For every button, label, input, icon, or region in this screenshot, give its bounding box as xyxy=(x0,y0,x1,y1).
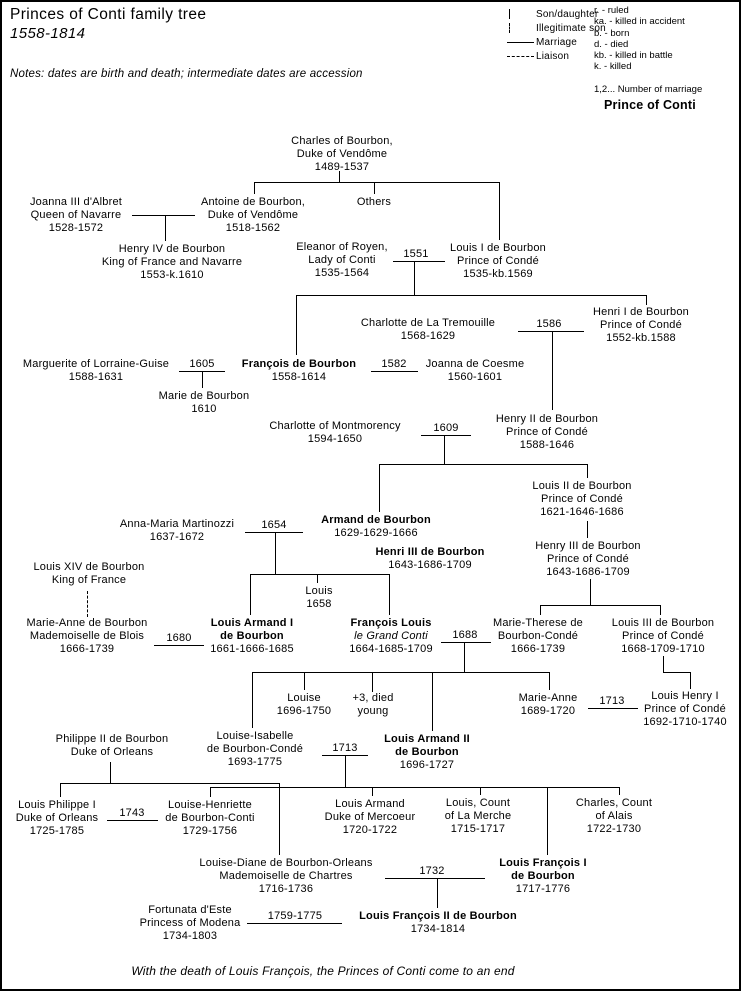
person-antoine-vendome xyxy=(201,196,305,235)
person-text-line: 1643-1686-1709 xyxy=(546,566,630,578)
person-text-line: Fortunata d'Este xyxy=(148,904,232,916)
tree-connector-line xyxy=(663,656,664,672)
legend-abbrev-killed-battle: kb. - killed in battle xyxy=(594,50,673,62)
tree-connector-line xyxy=(587,464,588,478)
person-text-line: Henry III de Bourbon xyxy=(535,540,641,552)
person-text-line: Mademoiselle de Blois xyxy=(29,630,145,642)
person-text-line: Prince of Condé xyxy=(457,255,539,267)
person-text-line: 1729-1756 xyxy=(182,825,238,837)
illegitimate-dashed-line-icon xyxy=(506,23,536,33)
person-text-line: Charlotte of Montmorency xyxy=(269,420,401,432)
tree-connector-line xyxy=(60,783,279,784)
person-text-line: Others xyxy=(356,196,392,208)
tree-connector-line xyxy=(210,787,619,788)
person-text-line: de Bourbon xyxy=(220,630,284,642)
person-text-line: Bourbon-Condé xyxy=(497,630,579,642)
person-louis-armand-ii xyxy=(384,733,470,772)
person-text-line: 1725-1785 xyxy=(29,825,85,837)
person-text-line: Louis III de Bourbon xyxy=(611,617,715,629)
person-louis-henry-i-conde xyxy=(643,690,727,729)
person-text-line: Joanna III d'Albret xyxy=(29,196,123,208)
tree-connector-line xyxy=(690,672,691,689)
person-text-line: Louis XIV de Bourbon xyxy=(33,561,145,573)
person-francois-louis xyxy=(349,617,433,656)
marriage-line-m1743 xyxy=(107,820,158,821)
person-henri-i-conde xyxy=(593,306,689,345)
legend-row-illegitimate-son xyxy=(506,21,606,35)
legend-abbrev-ruled: r. - ruled xyxy=(594,5,629,16)
legend-label: Illegitimate son xyxy=(536,22,606,34)
person-text-line: le Grand Conti xyxy=(354,630,428,642)
marriage-line-m1582 xyxy=(371,371,418,372)
tree-connector-line xyxy=(432,672,433,731)
tree-connector-line xyxy=(374,182,375,194)
person-text-line: 1588-1646 xyxy=(519,439,575,451)
person-text-line: Charles of Bourbon, xyxy=(291,135,393,147)
person-francois-de-bourbon xyxy=(242,358,356,384)
marriage-year-m1609: 1609 xyxy=(433,422,459,434)
person-text-line: 1552-kb.1588 xyxy=(606,332,676,344)
person-joanna-albret xyxy=(30,196,122,235)
tree-connector-line xyxy=(250,574,389,575)
tree-connector-line xyxy=(202,371,203,388)
person-text-line: 1717-1776 xyxy=(515,883,571,895)
person-anna-maria-martinozzi xyxy=(120,518,234,544)
tree-connector-line xyxy=(663,672,690,673)
person-text-line: Henri I de Bourbon xyxy=(593,306,689,318)
tree-connector-line xyxy=(60,783,61,797)
marriage-line-m1759 xyxy=(247,923,342,924)
person-text-line: Prince of Condé xyxy=(506,426,588,438)
person-text-line: Louise-Diane de Bourbon-Orleans xyxy=(199,857,373,869)
person-text-line: Louis François I xyxy=(499,857,587,869)
person-text-line: Henri III de Bourbon xyxy=(375,546,485,558)
marriage-year-m1551: 1551 xyxy=(403,248,429,260)
tree-connector-line xyxy=(389,574,390,615)
legend-symbols xyxy=(506,7,606,63)
person-text-line: François Louis xyxy=(350,617,432,629)
person-text-line: Louis II de Bourbon xyxy=(532,480,632,492)
person-louise-henriette xyxy=(165,799,254,838)
legend-marriage-number-note: 1,2... Number of marriage xyxy=(594,84,703,95)
marriage-year-m1743: 1743 xyxy=(119,807,145,819)
tree-connector-line xyxy=(296,295,297,355)
person-text-line: 1535-kb.1569 xyxy=(463,268,533,280)
tree-connector-line xyxy=(132,215,195,216)
person-text-line: Charles, Count xyxy=(575,797,653,809)
tree-connector-line xyxy=(540,605,660,606)
person-text-line: Joanna de Coesme xyxy=(425,358,525,370)
legend-row-liaison xyxy=(506,49,606,63)
liaison-line xyxy=(87,591,88,617)
person-text-line: 1553-k.1610 xyxy=(140,269,204,281)
marriage-year-m1732: 1732 xyxy=(419,865,445,877)
person-text-line: Armand de Bourbon xyxy=(321,514,431,526)
tree-connector-line xyxy=(587,521,588,538)
person-text-line: 1693-1775 xyxy=(227,756,283,768)
person-text-line: Marguerite of Lorraine-Guise xyxy=(22,358,170,370)
liaison-dashed-line-icon xyxy=(506,56,536,57)
person-armand-de-bourbon xyxy=(321,514,431,540)
person-henri-iii-de-bourbon xyxy=(375,546,484,572)
marriage-year-m1713-conti: 1713 xyxy=(332,742,358,754)
marriage-year-m1654: 1654 xyxy=(261,519,287,531)
person-text-line: 1489-1537 xyxy=(314,161,370,173)
marriage-line-m1732 xyxy=(385,878,485,879)
person-text-line: Prince of Condé xyxy=(644,703,726,715)
tree-connector-line xyxy=(499,182,500,240)
legend-row-marriage xyxy=(506,35,606,49)
person-text-line: 1518-1562 xyxy=(225,222,281,234)
person-text-line: de Bourbon-Conti xyxy=(165,812,255,824)
person-text-line: 1720-1722 xyxy=(342,824,398,836)
marriage-line-m1713-conde xyxy=(588,708,638,709)
person-louis-iii-conde xyxy=(612,617,714,656)
person-charles-vendome xyxy=(291,135,393,174)
person-text-line: 1637-1672 xyxy=(149,531,205,543)
person-text-line: King of France and Navarre xyxy=(101,256,243,268)
person-text-line: 1664-1685-1709 xyxy=(349,643,433,655)
legend-abbrev-died: d. - died xyxy=(594,38,629,50)
person-text-line: 1734-1814 xyxy=(410,923,466,935)
person-joanna-coesme xyxy=(426,358,525,384)
tree-connector-line xyxy=(552,331,553,410)
legend-label: Marriage xyxy=(536,36,578,48)
person-text-line: Louis Henry I xyxy=(651,690,719,702)
marriage-year-m1605: 1605 xyxy=(189,358,215,370)
person-others xyxy=(357,196,391,209)
tree-connector-line xyxy=(619,787,620,795)
person-text-line: 1658 xyxy=(306,598,332,610)
tree-connector-line xyxy=(372,672,373,692)
person-text-line: Duke of Mercoeur xyxy=(324,811,416,823)
person-text-line: Marie-Anne xyxy=(518,692,578,704)
person-louise-isabelle xyxy=(207,730,303,769)
person-text-line: de Bourbon xyxy=(395,746,459,758)
person-text-line: 1722-1730 xyxy=(586,823,642,835)
legend-abbrev-killed-accident: ka. - killed in accident xyxy=(594,16,685,28)
tree-connector-line xyxy=(252,672,549,673)
person-text-line: Louis Armand I xyxy=(210,617,294,629)
person-text-line: young xyxy=(357,705,389,717)
person-text-line: Prince of Condé xyxy=(547,553,629,565)
person-text-line: 1568-1629 xyxy=(400,330,456,342)
person-louis-francois-i xyxy=(499,857,587,896)
person-eleanor-royen xyxy=(296,241,387,280)
person-text-line: 1734-1803 xyxy=(162,930,218,942)
tree-connector-line xyxy=(254,182,255,194)
person-text-line: 1621-1646-1686 xyxy=(540,506,624,518)
person-louise-1696 xyxy=(277,692,331,718)
person-text-line: Henry IV de Bourbon xyxy=(118,243,226,255)
marriage-year-m1688: 1688 xyxy=(452,629,478,641)
tree-connector-line xyxy=(254,182,499,183)
person-text-line: Duke of Vendôme xyxy=(207,209,299,221)
person-text-line: Philippe II de Bourbon xyxy=(55,733,169,745)
tree-connector-line xyxy=(464,642,465,672)
legend-label: Son/daughter xyxy=(536,8,599,20)
person-louis-armand-i xyxy=(210,617,294,656)
person-text-line: 1643-1686-1709 xyxy=(388,559,472,571)
person-marie-therese xyxy=(493,617,583,656)
marriage-line-m1605 xyxy=(179,371,225,372)
person-text-line: de Bourbon xyxy=(511,870,575,882)
person-text-line: Princess of Modena xyxy=(139,917,241,929)
tree-connector-line xyxy=(296,295,646,296)
person-text-line: Lady of Conti xyxy=(308,254,376,266)
person-text-line: Louis Armand II xyxy=(384,733,470,745)
person-text-line: Louis I de Bourbon xyxy=(450,242,546,254)
person-text-line: Eleanor of Royen, xyxy=(296,241,388,253)
person-text-line: 1668-1709-1710 xyxy=(621,643,705,655)
person-henry-iv xyxy=(102,243,242,282)
person-text-line: Louise-Isabelle xyxy=(216,730,294,742)
footer-note: With the death of Louis François, the Princes of Conti come to an end xyxy=(131,964,515,978)
person-louise-diane xyxy=(199,857,372,896)
marriage-line-m1654 xyxy=(245,532,303,533)
tree-connector-line xyxy=(165,215,166,241)
person-text-line: 1610 xyxy=(191,403,217,415)
marriage-year-m1680: 1680 xyxy=(166,632,192,644)
tree-connector-line xyxy=(444,435,445,464)
marriage-year-m1759: 1759-1775 xyxy=(267,910,323,922)
person-text-line: de Bourbon-Condé xyxy=(206,743,304,755)
tree-connector-line xyxy=(646,295,647,305)
marriage-year-m1713-conde: 1713 xyxy=(599,695,625,707)
person-text-line: 1666-1739 xyxy=(59,643,115,655)
person-text-line: Marie-Therese de xyxy=(492,617,584,629)
person-louis-armand-mercoeur xyxy=(325,798,416,837)
tree-connector-line xyxy=(250,574,251,615)
person-text-line: Louis xyxy=(305,585,333,597)
tree-connector-line xyxy=(590,579,591,605)
person-text-line: Duke of Orleans xyxy=(15,812,99,824)
tree-connector-line xyxy=(210,787,211,797)
person-text-line: 1528-1572 xyxy=(48,222,104,234)
person-text-line: 1666-1739 xyxy=(510,643,566,655)
marriage-line-m1713-conti xyxy=(322,755,368,756)
legend-abbrev-born: b. - born xyxy=(594,27,630,39)
person-text-line: Queen of Navarre xyxy=(30,209,122,221)
legend-label: Liaison xyxy=(536,50,570,62)
person-text-line: Charlotte de La Tremouille xyxy=(360,317,496,329)
tree-connector-line xyxy=(437,878,438,908)
person-louis-1658 xyxy=(305,585,332,611)
tree-connector-line xyxy=(304,672,305,690)
person-text-line: Prince of Condé xyxy=(622,630,704,642)
marriage-line-m1680 xyxy=(154,645,204,646)
marriage-line-icon xyxy=(506,42,536,43)
notes-text: Notes: dates are birth and death; intermediate dates are accession xyxy=(10,68,363,80)
person-text-line: Prince of Condé xyxy=(541,493,623,505)
person-text-line: King of France xyxy=(51,574,127,586)
tree-connector-line xyxy=(414,261,415,295)
person-text-line: Anna-Maria Martinozzi xyxy=(119,518,235,530)
person-text-line: 1696-1750 xyxy=(276,705,332,717)
person-text-line: Louis Armand xyxy=(335,798,405,810)
person-text-line: Louise xyxy=(287,692,321,704)
tree-connector-line xyxy=(549,672,550,690)
person-text-line: +3, died xyxy=(352,692,394,704)
person-text-line: 1689-1720 xyxy=(520,705,576,717)
marriage-line-m1688 xyxy=(441,642,491,643)
son-daughter-line-icon xyxy=(506,9,536,19)
person-louis-philippe-i xyxy=(16,799,98,838)
person-text-line: Duke of Vendôme xyxy=(296,148,388,160)
legend-row-son-daughter xyxy=(506,7,606,21)
tree-connector-line xyxy=(345,755,346,787)
person-text-line: Prince of Condé xyxy=(600,319,682,331)
person-text-line: Louis Philippe I xyxy=(18,799,96,811)
page-title: Princes of Conti family tree xyxy=(10,6,207,23)
person-text-line: 1696-1727 xyxy=(399,759,455,771)
tree-connector-line xyxy=(480,787,481,795)
person-louis-i-conde xyxy=(450,242,546,281)
person-text-line: 1594-1650 xyxy=(307,433,363,445)
page-subtitle-years: 1558-1814 xyxy=(10,25,86,42)
marriage-line-m1586 xyxy=(518,331,584,332)
person-louis-francois-ii xyxy=(359,910,517,936)
person-philippe-ii-orleans xyxy=(56,733,169,759)
legend-prince-of-conti-label: Prince of Conti xyxy=(604,98,696,112)
person-fortunata-este xyxy=(140,904,241,943)
tree-connector-line xyxy=(279,783,280,855)
person-text-line: of La Merche xyxy=(444,810,512,822)
person-marie-de-bourbon xyxy=(159,390,250,416)
person-marguerite-lorraine xyxy=(23,358,169,384)
person-text-line: Mademoiselle de Chartres xyxy=(219,870,353,882)
tree-connector-line xyxy=(660,605,661,615)
person-text-line: Antoine de Bourbon, xyxy=(200,196,306,208)
person-text-line: 1558-1614 xyxy=(271,371,327,383)
tree-connector-line xyxy=(379,464,587,465)
tree-connector-line xyxy=(547,787,548,855)
person-louis-la-merche xyxy=(445,797,512,836)
person-text-line: Louise-Henriette xyxy=(168,799,252,811)
person-text-line: Marie de Bourbon xyxy=(158,390,250,402)
person-text-line: 1588-1631 xyxy=(68,371,124,383)
person-charlotte-montmorency xyxy=(269,420,400,446)
marriage-line-m1551 xyxy=(393,261,445,262)
tree-connector-line xyxy=(275,532,276,574)
tree-connector-line xyxy=(110,762,111,783)
tree-connector-line xyxy=(379,464,380,512)
person-text-line: 1560-1601 xyxy=(447,371,503,383)
tree-connector-line xyxy=(540,605,541,615)
person-louis-ii-conde xyxy=(532,480,631,519)
tree-connector-line xyxy=(317,574,318,583)
person-plus-3-died-young xyxy=(352,692,393,718)
person-text-line: Henry II de Bourbon xyxy=(495,413,599,425)
person-text-line: 1535-1564 xyxy=(314,267,370,279)
person-text-line: Marie-Anne de Bourbon xyxy=(26,617,148,629)
person-text-line: 1715-1717 xyxy=(450,823,506,835)
person-henry-ii-conde xyxy=(496,413,598,452)
person-text-line: François de Bourbon xyxy=(241,358,357,370)
person-marie-anne-1689 xyxy=(519,692,578,718)
legend-abbreviations xyxy=(594,5,685,73)
person-louis-xiv xyxy=(33,561,144,587)
person-text-line: 1629-1629-1666 xyxy=(334,527,418,539)
tree-connector-line xyxy=(372,787,373,796)
person-text-line: 1661-1666-1685 xyxy=(210,643,294,655)
person-text-line: Louis François II de Bourbon xyxy=(359,910,517,922)
person-henry-iii-conde xyxy=(535,540,641,579)
person-text-line: 1716-1736 xyxy=(258,883,314,895)
marriage-year-m1586: 1586 xyxy=(536,318,562,330)
person-text-line: of Alais xyxy=(595,810,633,822)
marriage-line-m1609 xyxy=(421,435,471,436)
person-text-line: Louis, Count xyxy=(445,797,511,809)
person-charlotte-tremouille xyxy=(361,317,495,343)
person-charles-alais xyxy=(576,797,652,836)
tree-connector-line xyxy=(252,672,253,728)
person-marie-anne-blois xyxy=(27,617,148,656)
marriage-year-m1582: 1582 xyxy=(381,358,407,370)
legend-abbrev-killed: k. - killed xyxy=(594,61,632,73)
person-text-line: Duke of Orleans xyxy=(70,746,154,758)
person-text-line: 1692-1710-1740 xyxy=(643,716,727,728)
